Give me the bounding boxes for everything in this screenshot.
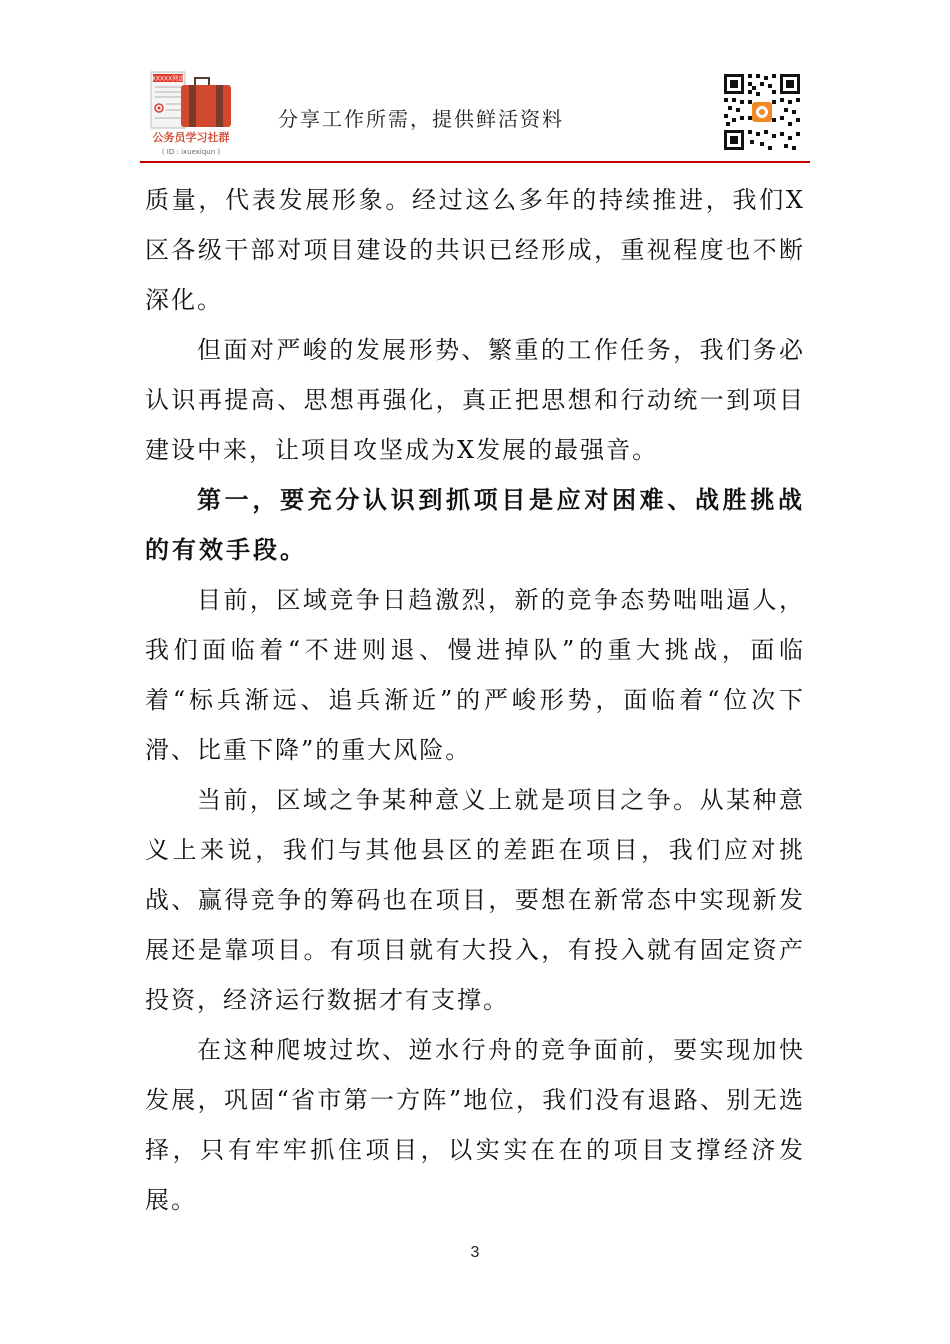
document-body (145, 175, 805, 1225)
logo-id: ( ID : ixuexiqun ) (161, 148, 221, 156)
header-divider (140, 161, 810, 163)
paragraph: 当前，区域之争某种意义上就是项目之争。从某种意义上来说，我们与其他县区的差距在项目，我们应对挑战、赢得竞争的筹码也在项目，要想在新常态中实现新发展还是靠项目。有项目就有大投入，有投入就有固定资产投资，经济运行数据才有支撑。 (145, 786, 805, 1014)
logo-badge-text: XXXXX网盘 (151, 75, 185, 83)
page-number: 3 (470, 1244, 480, 1261)
section-heading: 第一，要充分认识到抓项目是应对困难、战胜挑战的有效手段。 (145, 486, 805, 564)
paragraph: 目前，区域竞争日趋激烈，新的竞争态势咄咄逼人，我们面临着“不进则退、慢进掉队”的重大挑战，面临着“标兵渐远、追兵渐近”的严峻形势，面临着“位次下滑、比重下降”的重大风险。 (145, 586, 805, 764)
header-tagline: 分享工作所需，提供鲜活资料 (278, 107, 564, 131)
paragraph: 在这种爬坡过坎、逆水行舟的竞争面前，要实现加快发展，巩固“省市第一方阵”地位，我们没有退路、别无选择，只有牢牢抓住项目，以实实在在的项目支撑经济发展。 (145, 1036, 805, 1214)
page-header (0, 0, 950, 165)
qr-code-icon (722, 72, 802, 152)
paragraph: 但面对严峻的发展形势、繁重的工作任务，我们务必认识再提高、思想再强化，真正把思想和行动统一到项目建设中来，让项目攻坚成为X发展的最强音。 (145, 336, 805, 464)
logo-name: 公务员学习社群 (152, 131, 230, 144)
logo (145, 70, 237, 158)
paragraph: 质量，代表发展形象。经过这么多年的持续推进，我们X区各级干部对项目建设的共识已经形成，重视程度也不断深化。 (145, 186, 805, 314)
